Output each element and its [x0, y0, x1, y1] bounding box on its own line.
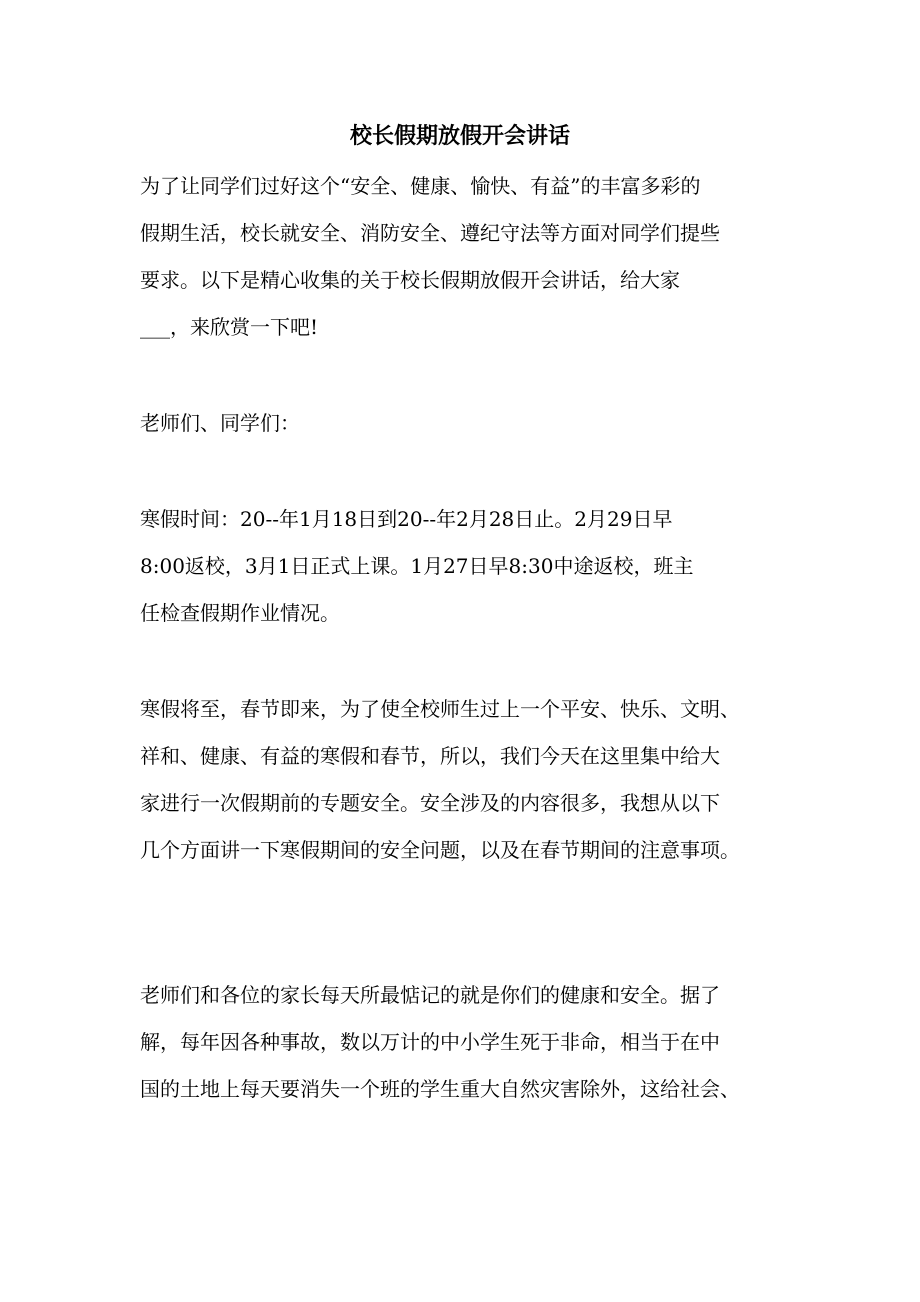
text-line: 寒假将至，春节即来，为了使全校师生过上一个平安、快乐、文明、: [140, 697, 740, 721]
text-line: 为了让同学们过好这个“安全、健康、愉快、有益”的丰富多彩的: [140, 174, 701, 198]
document-title: 校长假期放假开会讲话: [349, 123, 570, 149]
paragraph-health: [140, 977, 790, 1118]
text-line: 寒假时间：20--年1月18日到20--年2月28日止。2月29日早: [140, 507, 673, 531]
text-line: 解，每年因各种事故，数以万计的中小学生死于非命，相当于在中: [140, 1030, 720, 1054]
text-line: 要求。以下是精心收集的关于校长假期放假开会讲话，给大家: [140, 268, 680, 292]
text-line: 任检查假期作业情况。: [140, 601, 340, 625]
text-line: 老师们、同学们：: [140, 411, 300, 435]
text-line: 8:00返校，3月1日正式上课。1月27日早8:30中途返校，班主: [140, 554, 694, 578]
paragraph-spacer: [140, 356, 790, 405]
text-line: 老师们和各位的家长每天所最惦记的就是你们的健康和安全。据了: [140, 983, 720, 1007]
paragraph-greeting: [140, 405, 790, 452]
paragraph-spacer: [140, 642, 790, 691]
paragraph-schedule: [140, 501, 790, 642]
paragraph-spacer: [140, 879, 790, 977]
text-line: 几个方面讲一下寒假期间的安全问题，以及在春节期间的注意事项。: [140, 838, 740, 862]
text-line: 国的土地上每天要消失一个班的学生重大自然灾害除外，这给社会、: [140, 1077, 740, 1101]
text-line: 祥和、健康、有益的寒假和春节，所以，我们今天在这里集中给大: [140, 744, 720, 768]
document-body: [140, 168, 790, 1118]
paragraph-intro: [140, 168, 790, 356]
paragraph-spacer: [140, 452, 790, 501]
paragraph-safety-intro: [140, 691, 790, 879]
text-line: ___，来欣赏一下吧!: [140, 315, 319, 339]
text-line: 假期生活，校长就安全、消防安全、遵纪守法等方面对同学们提些: [140, 221, 720, 245]
text-line: 家进行一次假期前的专题安全。安全涉及的内容很多，我想从以下: [140, 791, 720, 815]
